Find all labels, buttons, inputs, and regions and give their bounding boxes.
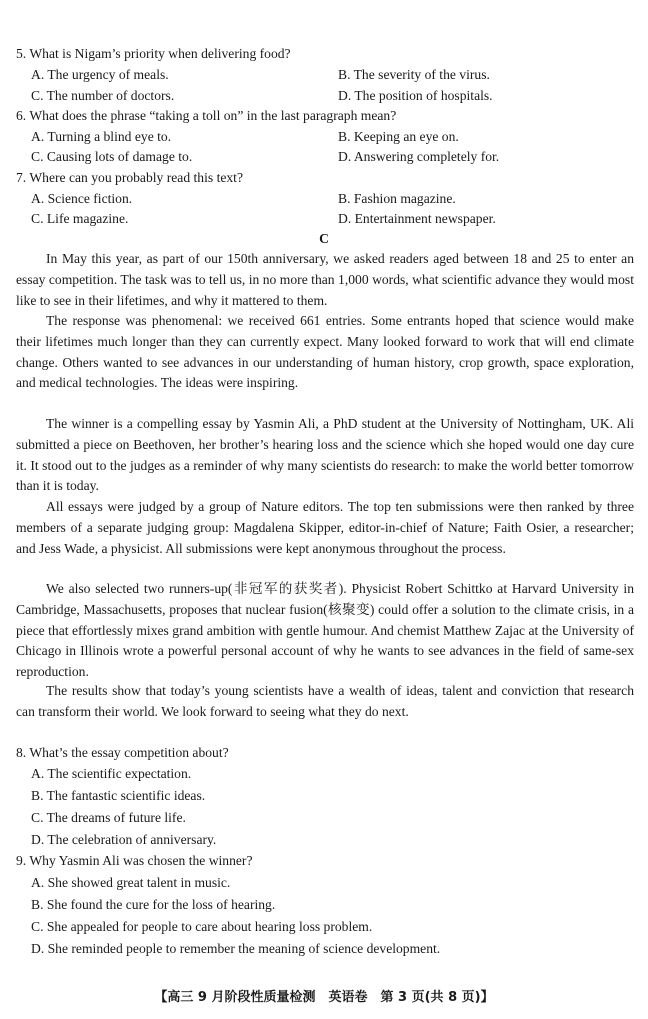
question-5-option-c: C. The number of doctors.	[31, 88, 175, 103]
question-8-stem: 8. What’s the essay competition about?	[16, 745, 229, 760]
passage-paragraph-1: In May this year, as part of our 150th anniversary, we asked readers aged between 18 and 25 to enter an essay competition. The task was to tell us, in no more than 1,000 words, what scientific advance they would most like to see in their lifetimes, and why it mattered to them.	[16, 251, 634, 308]
question-7-option-d: D. Entertainment newspaper.	[338, 211, 496, 226]
passage-paragraph-2: The response was phenomenal: we received 661 entries. Some entrants hoped that science would make their lifetimes much longer than they can currently expect. Many looked forward to work that will end climate change. Others wanted to see advances in our understanding of human history, crop growth, space exploration, and medical technologies. The ideas were inspiring.	[16, 313, 634, 391]
question-5-option-d: D. The position of hospitals.	[338, 88, 493, 103]
question-7-option-a: A. Science fiction.	[31, 191, 133, 206]
question-7-option-c: C. Life magazine.	[31, 211, 129, 226]
question-8-option-d: D. The celebration of anniversary.	[31, 832, 217, 847]
section-heading: C	[319, 231, 329, 246]
question-9-stem: 9. Why Yasmin Ali was chosen the winner?	[16, 853, 253, 868]
question-9-option-d: D. She reminded people to remember the meaning of science development.	[31, 941, 441, 956]
question-5-option-b: B. The severity of the virus.	[338, 67, 490, 82]
question-6-option-d: D. Answering completely for.	[338, 149, 500, 164]
question-6-option-c: C. Causing lots of damage to.	[31, 149, 193, 164]
question-7-stem: 7. Where can you probably read this text?	[16, 170, 243, 185]
passage-paragraph-3: The winner is a compelling essay by Yasmin Ali, a PhD student at the University of Nottingham, UK. Ali submitted a piece on Beethoven, her brother’s hearing loss and the science which she hoped would one day cure it. It stood out to the judges as a reminder of why many scientists do research: to make the world better tomorrow than it is today.	[16, 416, 634, 494]
page-footer: 【高三 9 月阶段性质量检测 英语卷 第 3 页(共 8 页)】	[154, 990, 494, 1005]
question-9-option-a: A. She showed great talent in music.	[31, 875, 231, 890]
question-7-option-b: B. Fashion magazine.	[338, 191, 456, 206]
question-6-option-a: A. Turning a blind eye to.	[31, 129, 172, 144]
question-8-option-a: A. The scientific expectation.	[31, 766, 192, 781]
question-6-option-b: B. Keeping an eye on.	[338, 129, 459, 144]
passage-paragraph-4: All essays were judged by a group of Nature editors. The top ten submissions were then ranked by three members of a separate judging group: Magdalena Skipper, editor-in-chief of Nature; Faith Osier, a researcher; and Jess Wade, a physicist. All submissions were kept anonymous throughout the process.	[16, 499, 634, 556]
passage-paragraph-5: We also selected two runners-up(非冠军的获奖者). Physicist Robert Schittko at Harvard University in Cambridge, Massachusetts, proposes that nuclear fusion(核聚变) could offer a solution to the climate crisis, in a piece that effortlessly mixes grand ambition with gentle humour. And chemist Matthew Zajac at the University of Chicago in Illinois wrote a powerful personal account of why he wants to see advances in the field of same-sex reproduction.	[16, 581, 634, 680]
question-5-stem: 5. What is Nigam’s priority when delivering food?	[16, 46, 291, 61]
question-9-option-b: B. She found the cure for the loss of hearing.	[31, 897, 276, 912]
question-8-option-c: C. The dreams of future life.	[31, 810, 186, 825]
question-8-option-b: B. The fantastic scientific ideas.	[31, 788, 206, 803]
question-9-option-c: C. She appealed for people to care about hearing loss problem.	[31, 919, 373, 934]
question-6-stem: 6. What does the phrase “taking a toll on” in the last paragraph mean?	[16, 108, 397, 123]
question-5-option-a: A. The urgency of meals.	[31, 67, 169, 82]
passage-paragraph-6: The results show that today’s young scientists have a wealth of ideas, talent and conviction that research can transform their world. We look forward to seeing what they do next.	[16, 683, 634, 719]
